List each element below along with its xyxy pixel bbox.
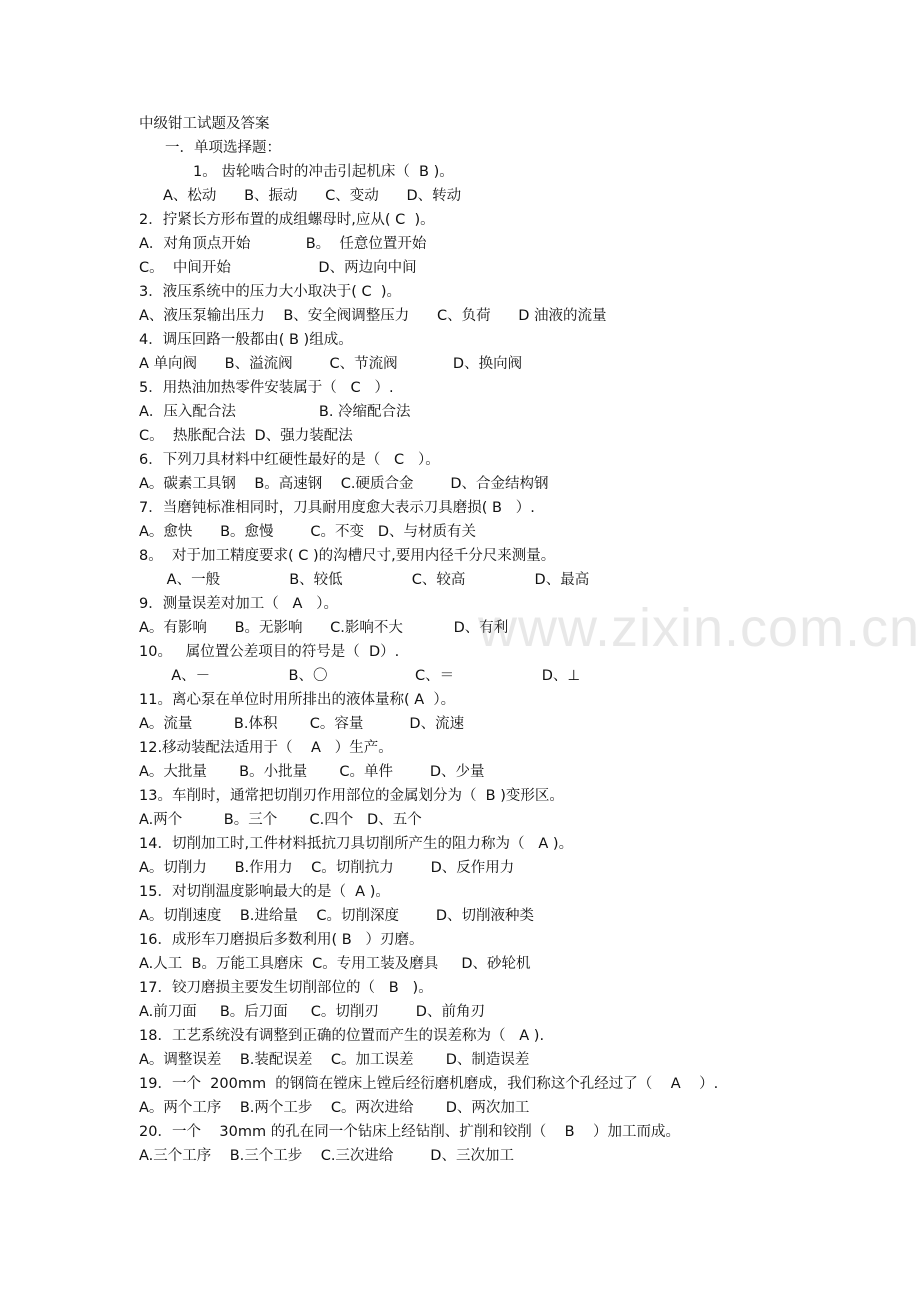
question-line: 19．一个 200mm 的钢筒在镗床上镗后经衍磨机磨成，我们称这个孔经过了（ A ）.: [139, 1076, 719, 1092]
question-line: 2．拧紧长方形布置的成组螺母时,应从( C )。: [139, 212, 435, 228]
question-line: 4．调压回路一般都由( B )组成。: [139, 332, 353, 348]
option-line: A。切削速度 B.进给量 C。切削深度 D、切削液种类: [139, 908, 535, 924]
question-line: 11。离心泵在单位时用所排出的液体量称( A ）。: [139, 692, 456, 708]
option-line: A、松动 B、振动 C、变动 D、转动: [163, 188, 462, 204]
option-line: A.人工 B。万能工具磨床 C。专用工装及磨具 D、砂轮机: [139, 956, 531, 972]
page-title: 中级钳工试题及答案: [139, 116, 270, 132]
option-line: A．对角顶点开始 B。 任意位置开始: [139, 236, 427, 252]
option-line: A。碳素工具钢 B。高速钢 C.硬质合金 D、合金结构钢: [139, 476, 549, 492]
option-line: A。切削力 B.作用力 C。切削抗力 D、反作用力: [139, 860, 515, 876]
option-line: A 单向阀 B、溢流阀 C、节流阀 D、换向阀: [139, 356, 523, 372]
option-line: A、一般 B、较低 C、较高 D、最高: [139, 572, 590, 588]
question-line: 6．下列刀具材料中红硬性最好的是（ C ）。: [139, 452, 440, 468]
watermark: www.zixin.com.cn: [478, 598, 920, 658]
option-line: A。大批量 B。小批量 C。单件 D、少量: [139, 764, 485, 780]
question-line: 3．液压系统中的压力大小取决于( C )。: [139, 284, 401, 300]
option-line: A、液压泵输出压力 B、安全阀调整压力 C、负荷 D 油液的流量: [139, 308, 607, 324]
section-heading: 一．单项选择题：: [165, 140, 281, 156]
option-line: A.三个工序 B.三个工步 C.三次进给 D、三次加工: [139, 1148, 514, 1164]
question-line: 9．测量误差对加工（ A ）。: [139, 596, 339, 612]
question-line: 18．工艺系统没有调整到正确的位置而产生的误差称为（ A ).: [139, 1028, 545, 1044]
option-line: A。调整误差 B.装配误差 C。加工误差 D、制造误差: [139, 1052, 530, 1068]
question-line: 14．切削加工时,工件材料抵抗刀具切削所产生的阻力称为（ A )。: [139, 836, 574, 852]
option-line: A.前刀面 B。后刀面 C。切削刃 D、前角刃: [139, 1004, 485, 1020]
question-line: 8。 对于加工精度要求( C )的沟槽尺寸,要用内径千分尺来测量。: [139, 548, 556, 564]
question-line: 20．一个 30mm 的孔在同一个钻床上经钻削、扩削和铰削（ B ）加工而成。: [139, 1124, 681, 1140]
option-line: A.两个 B。三个 C.四个 D、五个: [139, 812, 422, 828]
question-line: 15．对切削温度影响最大的是（ A )。: [139, 884, 390, 900]
option-line: A、－ B、〇 C、＝ D、⊥: [139, 668, 581, 684]
option-line: A。愈快 B。愈慢 C。不变 D、与材质有关: [139, 524, 477, 540]
question-line: 1。 齿轮啮合时的冲击引起机床（ B )。: [193, 164, 454, 180]
question-line: 17．铰刀磨损主要发生切削部位的（ B )。: [139, 980, 433, 996]
option-line: A。流量 B.体积 C。容量 D、流速: [139, 716, 465, 732]
question-line: 16．成形车刀磨损后多数利用( B ）刃磨。: [139, 932, 424, 948]
option-line: A．压入配合法 B. 冷缩配合法: [139, 404, 411, 420]
question-line: 13。车削时，通常把切削刃作用部位的金属划分为（ B )变形区。: [139, 788, 564, 804]
option-line: C。 热胀配合法 D、强力装配法: [139, 428, 353, 444]
question-line: 5．用热油加热零件安装属于（ C ）.: [139, 380, 394, 396]
option-line: A。有影响 B。无影响 C.影响不大 D、有利: [139, 620, 509, 636]
question-line: 7．当磨钝标准相同时，刀具耐用度愈大表示刀具磨损( B ）.: [139, 500, 535, 516]
option-line: A。两个工序 B.两个工步 C。两次进给 D、两次加工: [139, 1100, 530, 1116]
question-line: 12.移动装配法适用于（ A ）生产。: [139, 740, 393, 756]
option-line: C。 中间开始 D、两边向中间: [139, 260, 417, 276]
question-line: 10。 属位置公差项目的符号是（ D）.: [139, 644, 400, 660]
